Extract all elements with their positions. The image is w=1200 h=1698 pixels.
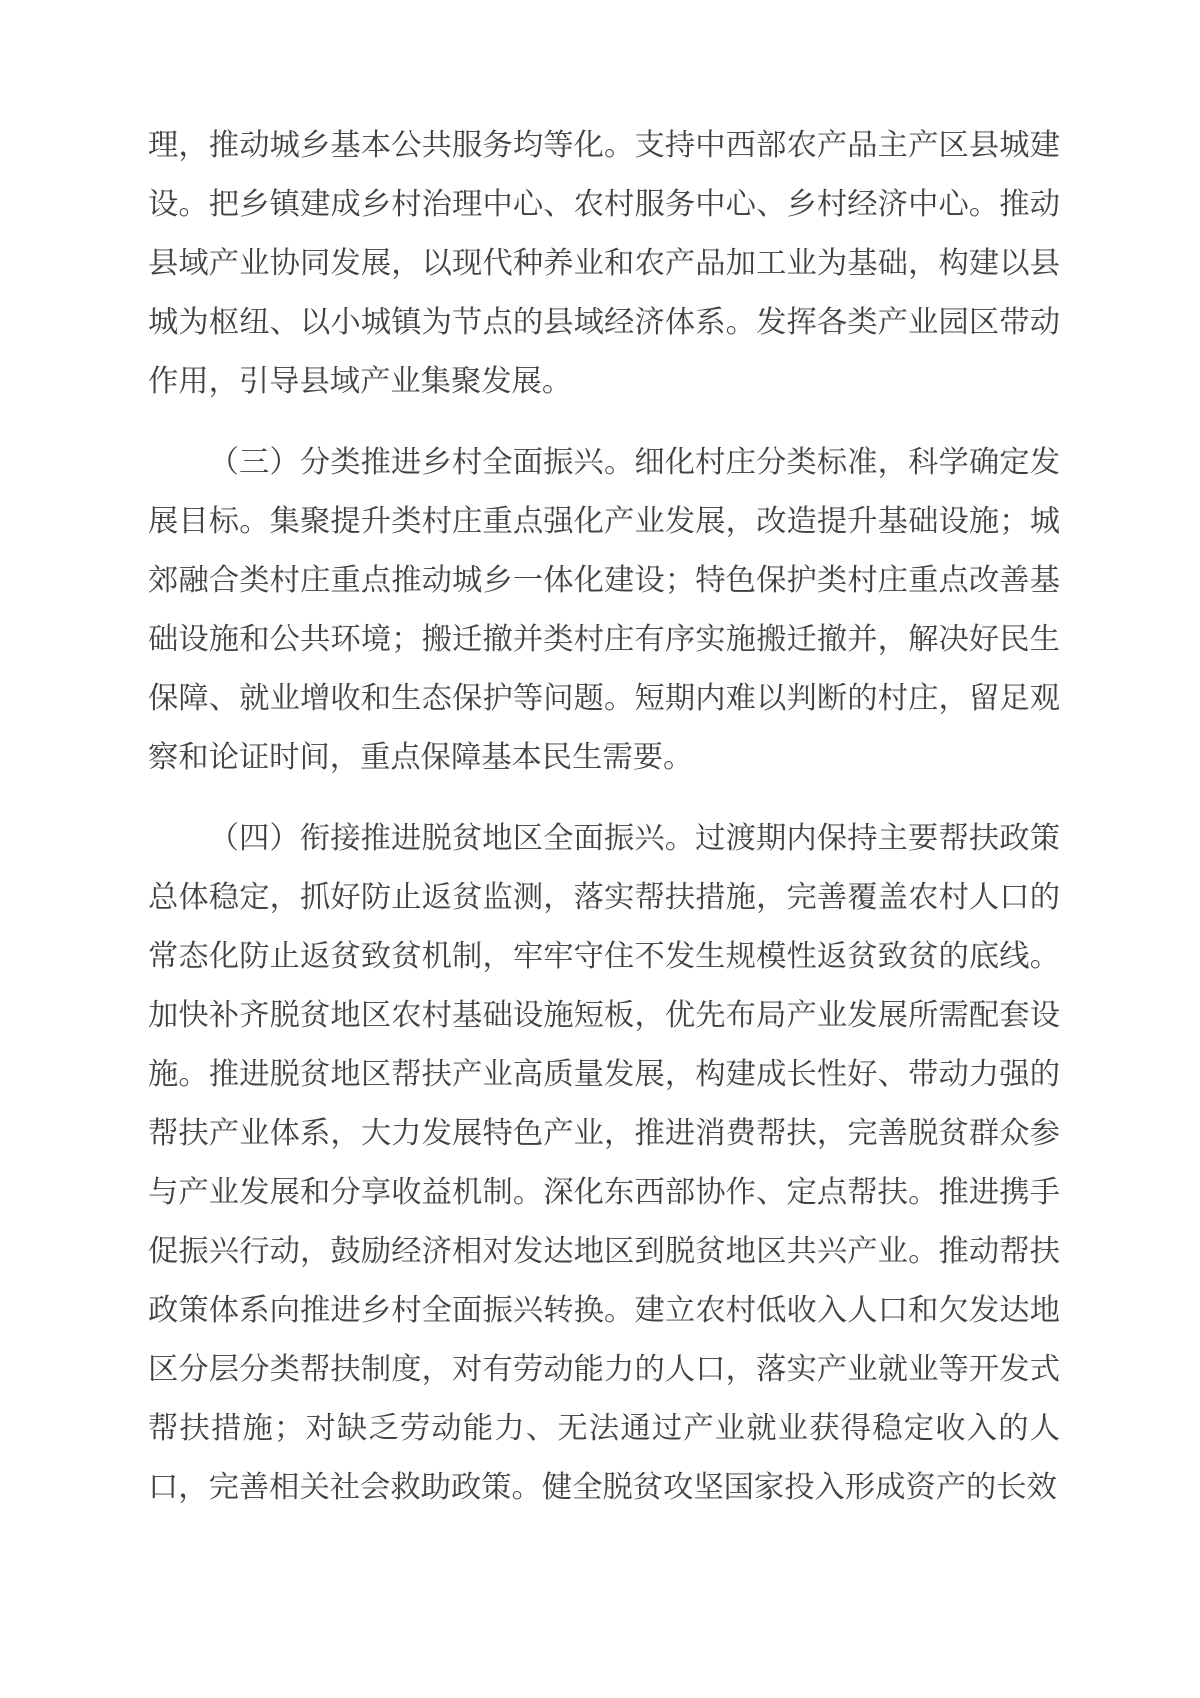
body-paragraph-section-4: （四）衔接推进脱贫地区全面振兴。过渡期内保持主要帮扶政策总体稳定，抓好防止返贫监测，落实帮扶措施，完善覆盖农村人口的常态化防止返贫致贫机制，牢牢守住不发生规模性返贫致贫的底线。加快补齐脱贫地区农村基础设施短板，优先布局产业发展所需配套设施。推进脱贫地区帮扶产业高质量发展，构建成长性好、带动力强的帮扶产业体系，大力发展特色产业，推进消费帮扶，完善脱贫群众参与产业发展和分享收益机制。深化东西部协作、定点帮扶。推进携手促振兴行动，鼓励经济相对发达地区到脱贫地区共兴产业。推动帮扶政策体系向推进乡村全面振兴转换。建立农村低收入人口和欠发达地区分层分类帮扶制度，对有劳动能力的人口，落实产业就业等开发式帮扶措施；对缺乏劳动能力、无法通过产业就业获得稳定收入的人口，完善相关社会救助政策。健全脱贫攻坚国家投入形成资产的长效	[148, 822, 1060, 1504]
body-paragraph-section-3: （三）分类推进乡村全面振兴。细化村庄分类标准，科学确定发展目标。集聚提升类村庄重点强化产业发展，改造提升基础设施；城郊融合类村庄重点推动城乡一体化建设；特色保护类村庄重点改善基础设施和公共环境；搬迁撤并类村庄有序实施搬迁撤并，解决好民生保障、就业增收和生态保护等问题。短期内难以判断的村庄，留足观察和论证时间，重点保障基本民生需要。	[148, 446, 1060, 774]
body-paragraph-continuation: 理，推动城乡基本公共服务均等化。支持中西部农产品主产区县城建设。把乡镇建成乡村治理中心、农村服务中心、乡村经济中心。推动县域产业协同发展，以现代种养业和农产品加工业为基础，构建以县城为枢纽、以小城镇为节点的县域经济体系。发挥各类产业园区带动作用，引导县域产业集聚发展。	[148, 129, 1060, 398]
document-text-block	[148, 116, 1060, 1517]
